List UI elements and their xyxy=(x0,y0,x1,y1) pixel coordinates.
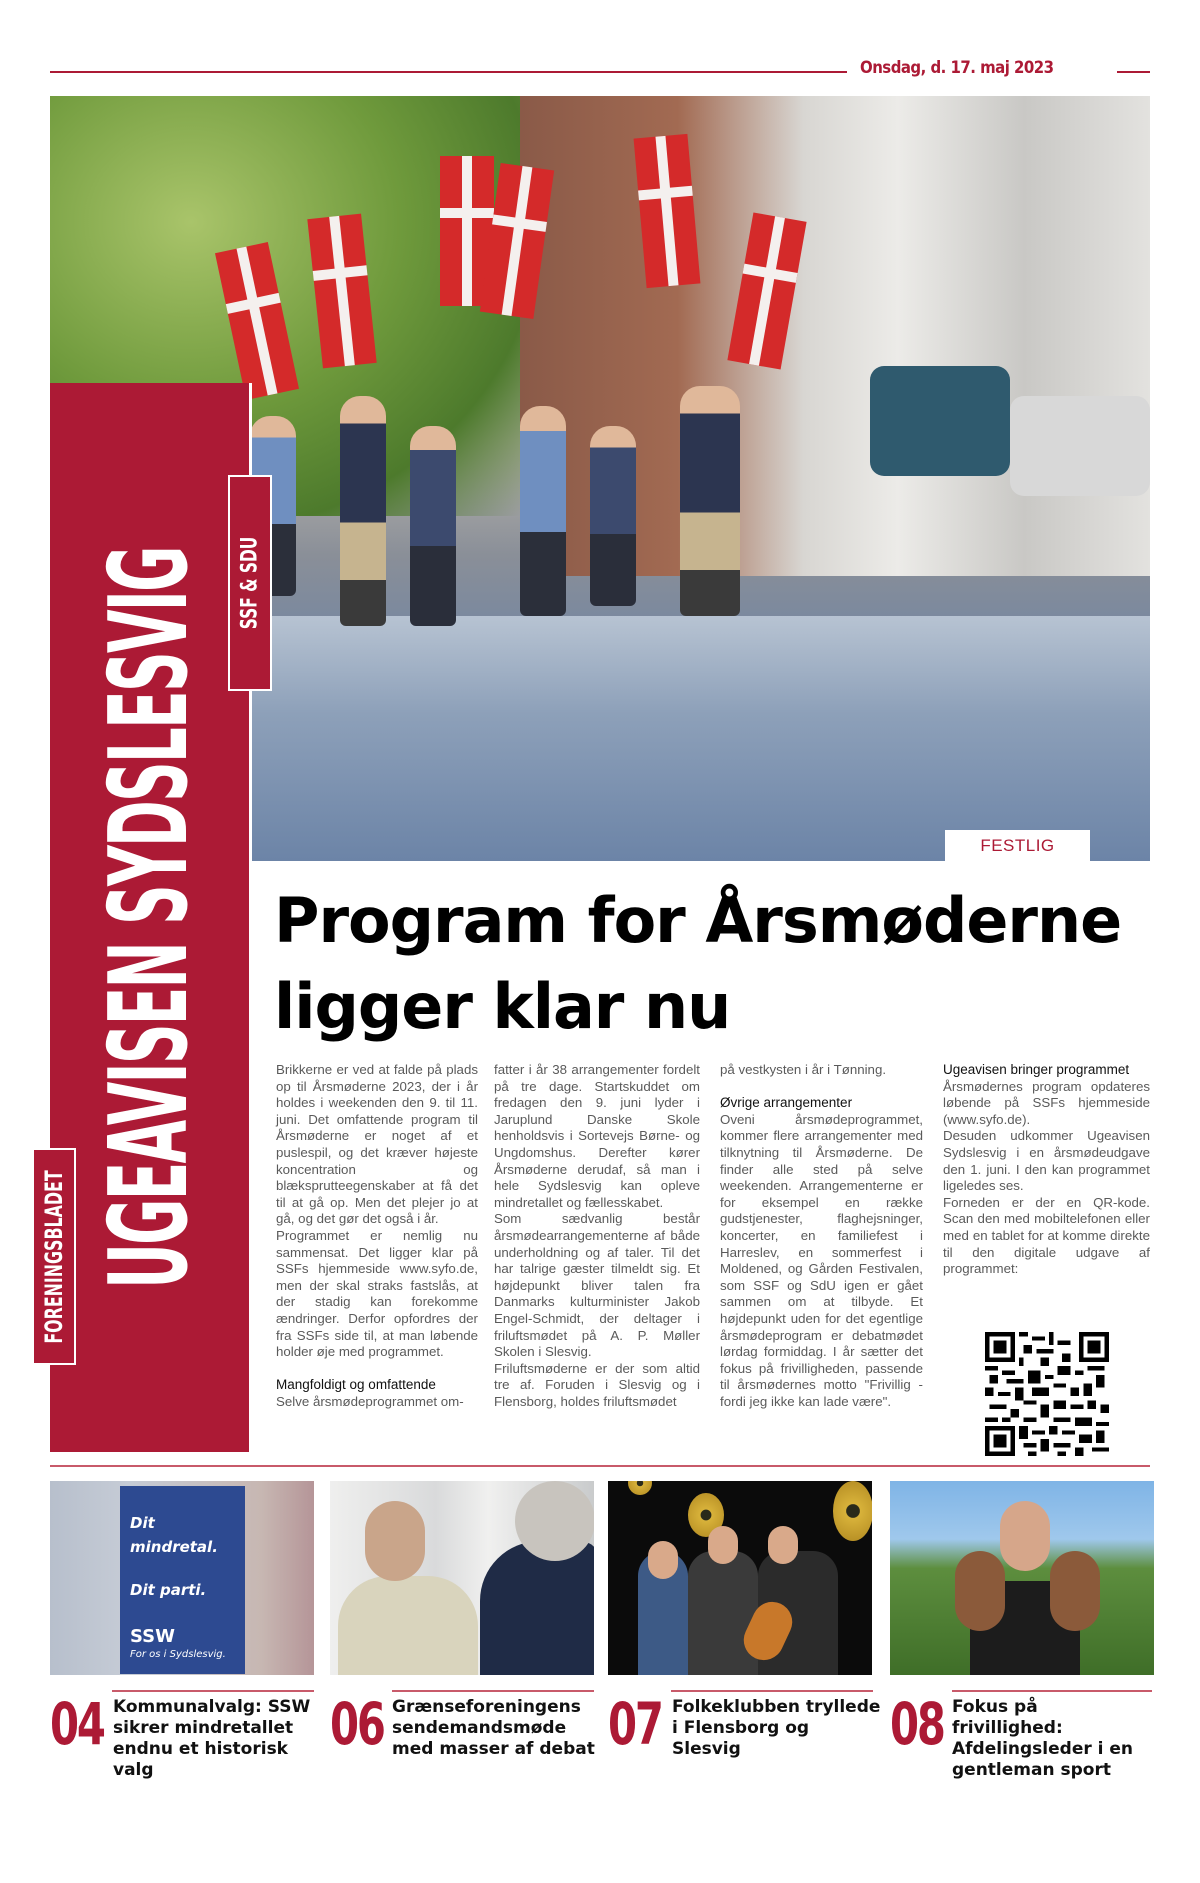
subheading: Mangfoldigt og omfattende xyxy=(276,1377,436,1393)
issue-date: Onsdag, d. 17. maj 2023 xyxy=(860,58,1054,78)
boxing-glove xyxy=(1050,1551,1100,1631)
article-column-1 xyxy=(276,1062,478,1410)
paragraph: Forneden er der en QR-kode. Scan den med mobiltelefonen eller med en tablet for at komme direkte til den digitale udgave af programmet: xyxy=(943,1194,1150,1277)
article-column-4 xyxy=(943,1062,1150,1278)
qr-code[interactable] xyxy=(985,1332,1109,1456)
article-headline: Program for Årsmøderne ligger klar nu xyxy=(274,884,1122,1043)
paragraph: fatter i år 38 arrangementer fordelt på tre dage. Startskuddet om fredagen den 9. juni lyder i Jaruplund Danske Skole henholdsvis i Sortevejs Børne- og Ungdomshus. Derefter kører Årsmøderne derudaf, så man i hele Sydslesvig kan opleve mindretallet og fællesskabet. xyxy=(494,1062,700,1210)
car-graphic xyxy=(1010,396,1150,496)
subheading: Øvrige arrangementer xyxy=(720,1095,853,1111)
musician-face xyxy=(708,1526,738,1564)
masthead-title: UGEAVISEN SYDSLESVIG xyxy=(86,546,212,1289)
marcher-figure xyxy=(340,396,386,626)
teaser-link-06[interactable]: Grænseforeningens sendemandsmøde med masser af debat xyxy=(392,1697,595,1759)
paragraph: Selve årsmødeprogrammet om- xyxy=(276,1393,464,1409)
teaser-link-07[interactable]: Folkeklubben tryllede i Flensborg og Slesvig xyxy=(672,1697,881,1759)
musician-face xyxy=(768,1526,798,1564)
teaser-rule xyxy=(671,1690,873,1692)
marcher-figure xyxy=(520,406,566,616)
section-divider xyxy=(50,1465,1150,1467)
marcher-figure xyxy=(590,426,636,606)
musician-face xyxy=(648,1541,678,1579)
boxing-glove xyxy=(955,1551,1005,1631)
subheading: Ugeavisen bringer programmet xyxy=(943,1062,1130,1077)
marcher-figure xyxy=(680,386,740,616)
stage-light xyxy=(833,1481,872,1541)
musician-figure xyxy=(688,1551,758,1675)
paragraph: Programmet er nemlig nu sammensat. Det ligger klar på SSFs hjemmeside www.syfo.de, men der skal straks fastslås, at der stadig kan forekomme ændringer. Derfor opfordres der fra SSFs side til, at man løbende holder øje med programmet. xyxy=(276,1227,478,1360)
teaser-rule xyxy=(392,1690,594,1692)
teaser-page-number: 04 xyxy=(50,1690,104,1758)
marcher-figure xyxy=(410,426,456,626)
paragraph: Desuden udkommer Ugeavisen Sydslesvig i en årsmødeudgave den 1. juni. I den kan programmet ligeledes ses. xyxy=(943,1128,1150,1194)
badge-foreningsbladet: FORENINGSBLADET xyxy=(32,1148,76,1365)
paragraph: Oveni årsmødeprogrammet, kommer flere arrangementer med tilknytning til Årsmøderne. De finder alle sted på selve weekenden. Arrangementerne er for eksempel en række gudstjenester, flaghejsninger, koncerter, en familiefest i Harreslev, en sommerfest i Moldened, og Gården Festivalen, som SSF og SdU igen er gået sammen om at tilbyde. Et højdepunkt uden for det egentlige årsmødeprogram er debatmødet lørdag formiddag. I år sætter det fokus på frivilligheden, passende til årsmødernes motto "Frivillig - fordi jeg ikke kan lade være". xyxy=(720,1111,923,1409)
teaser-page-number: 07 xyxy=(608,1690,662,1758)
person-head xyxy=(1000,1501,1050,1571)
teaser-page-number: 06 xyxy=(330,1690,384,1758)
article-column-3 xyxy=(720,1062,923,1410)
teaser-image-04[interactable] xyxy=(50,1481,314,1675)
teaser-page-number: 08 xyxy=(890,1690,944,1758)
person-head xyxy=(515,1481,594,1561)
person-figure xyxy=(480,1541,594,1675)
section-tag: FESTLIG xyxy=(945,830,1090,861)
paragraph: Årsmødernes program opdateres løbende på SSFs hjemmeside (www.syfo.de). xyxy=(943,1078,1150,1127)
teaser-image-08[interactable] xyxy=(890,1481,1154,1675)
ssw-poster: Dit mindretal. Dit parti. SSW For os i Sydslesvig. xyxy=(120,1486,245,1674)
paragraph: Som sædvanlig består årsmødearrangementerne af både underholdning og af taler. Til det har talrige gæster tilmeldt sig. Et højdepunkt bliver talen fra Danmarks kulturminister Jakob Engel-Schmidt, der deltager i friluftsmødet på A. P. Møller Skolen i Slesvig. xyxy=(494,1211,700,1360)
teaser-image-06[interactable] xyxy=(330,1481,594,1675)
qr-code-icon xyxy=(985,1332,1109,1456)
car-graphic xyxy=(870,366,1010,476)
masthead-banner xyxy=(50,383,252,1452)
paragraph: Brikkerne er ved at falde på plads op til Årsmøderne 2023, der i år holdes i weekenden den 9. til 11. juni. Det omfattende program til Årsmøderne er noget af et puslespil, og det kræver højeste koncentration og blæksprutteegenskaber at få det til at gå op. Men det plejer jo at gå, og det gør det også i år. xyxy=(276,1062,478,1227)
teaser-link-04[interactable]: Kommunalvalg: SSW sikrer mindretallet endnu et historisk valg xyxy=(113,1697,311,1780)
stage-light xyxy=(628,1481,652,1495)
article-column-2 xyxy=(494,1062,700,1410)
paragraph: på vestkysten i år i Tønning. xyxy=(720,1062,887,1077)
header-rule xyxy=(50,71,847,73)
teaser-image-07[interactable] xyxy=(608,1481,872,1675)
person-figure xyxy=(338,1576,478,1675)
teaser-rule xyxy=(112,1690,314,1692)
teaser-link-08[interactable]: Fokus på frivillighed: Afdelingsleder i en gentleman sport xyxy=(952,1697,1134,1780)
badge-ssf-sdu: SSF & SDU xyxy=(228,475,272,691)
teaser-rule xyxy=(952,1690,1152,1692)
paragraph: Friluftsmøderne er der som altid tre af. Foruden i Slesvig og i Flensborg, holdes friluftsmødet xyxy=(494,1360,700,1409)
person-head xyxy=(365,1501,425,1581)
header-rule-end xyxy=(1117,71,1150,73)
